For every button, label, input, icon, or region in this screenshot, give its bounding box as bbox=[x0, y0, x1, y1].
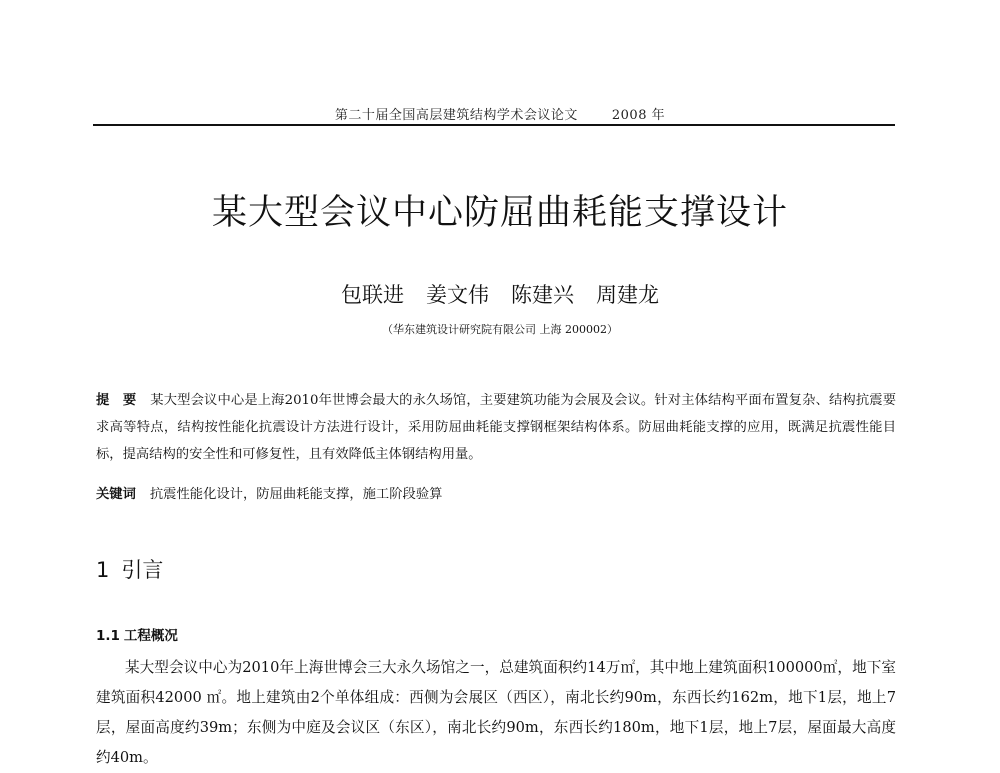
section-number: 1 bbox=[96, 558, 110, 582]
author-name: 姜文伟 bbox=[426, 283, 489, 307]
affiliation: （华东建筑设计研究院有限公司 上海 200002） bbox=[382, 323, 618, 336]
abstract bbox=[96, 387, 896, 468]
keywords bbox=[96, 481, 896, 508]
author-name: 周建龙 bbox=[596, 283, 659, 307]
subsection-heading bbox=[96, 625, 178, 647]
author-name: 包联进 bbox=[341, 283, 404, 307]
author-name: 陈建兴 bbox=[511, 283, 574, 307]
paper-title: 某大型会议中心防屈曲耗能支撑设计 bbox=[211, 193, 788, 233]
keywords-label: 关键词 bbox=[96, 487, 136, 502]
subsection-number: 1.1 bbox=[96, 628, 120, 644]
running-header-year: 2008 年 bbox=[611, 108, 666, 123]
running-header-title: 第二十届全国高层建筑结构学术会议论文 bbox=[334, 108, 578, 123]
section-heading bbox=[96, 555, 163, 585]
body-paragraph: 某大型会议中心为2010年上海世博会三大永久场馆之一，总建筑面积约14万㎡，其中地上建筑面积100000㎡，地下室建筑面积42000 ㎡。地上建筑由2个单体组成：西侧为会展区（西区），南北长约90m，东西长约162m，地下1层，地上7层，屋面高度约39m；东侧为中庭及会议区（东区），南北长约90m，东西长约180m，地下1层，地上7层，屋面最大高度约40m。 bbox=[96, 659, 896, 766]
keywords-text: 抗震性能化设计，防屈曲耗能支撑，施工阶段验算 bbox=[149, 487, 443, 502]
section-title: 引言 bbox=[121, 558, 164, 582]
abstract-label: 提 要 bbox=[96, 393, 137, 408]
abstract-text: 某大型会议中心是上海2010年世博会最大的永久场馆，主要建筑功能为会展及会议。针对主体结构平面布置复杂、结构抗震要求高等特点，结构按性能化抗震设计方法进行设计，采用防屈曲耗能支撑钢框架结构体系。防屈曲耗能支撑的应用，既满足抗震性能目标，提高结构的安全性和可修复性，且有效降低主体钢结构用量。 bbox=[96, 393, 896, 462]
header-rule bbox=[93, 124, 895, 126]
running-header bbox=[0, 104, 1000, 123]
author-list bbox=[0, 280, 1000, 310]
subsection-title: 工程概况 bbox=[123, 628, 178, 644]
